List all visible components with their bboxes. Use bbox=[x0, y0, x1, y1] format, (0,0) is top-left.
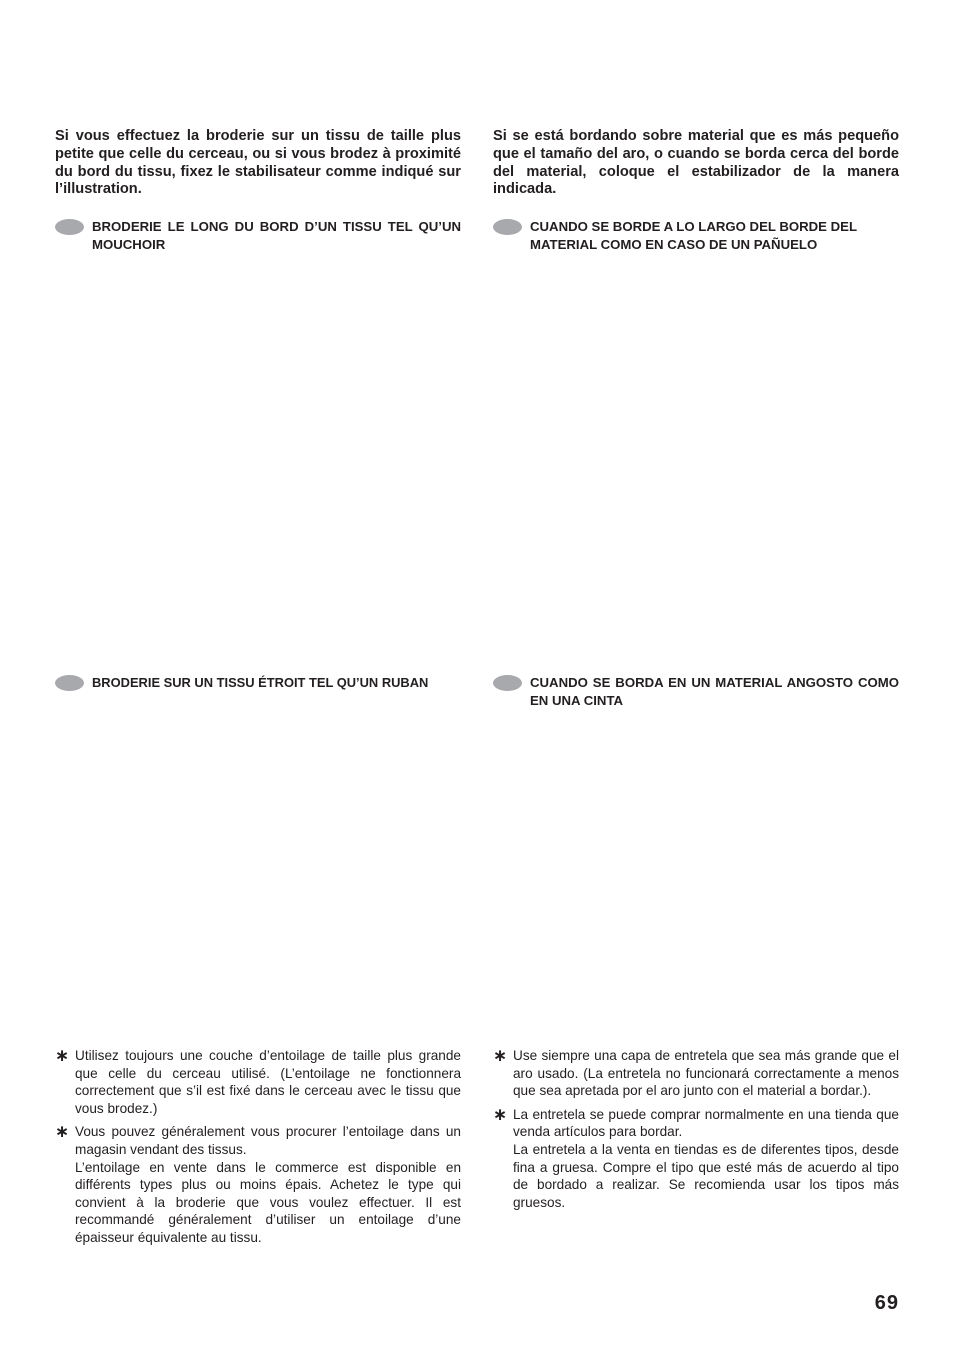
note-text: Utilisez toujours une couche d’entoilage de taille plus grande que celle du cerceau utilisé. (L’entoilage ne fonctionnera correctement que s’il est fixé dans le cerceau avec le tissu que vous brodez.) bbox=[75, 1048, 461, 1116]
section-bullet-icon bbox=[55, 219, 84, 235]
section-heading-handkerchief-fr bbox=[55, 218, 461, 253]
notes-spanish bbox=[493, 1047, 899, 1217]
section-heading-ribbon-fr bbox=[55, 674, 461, 692]
note-text: Vous pouvez généralement vous procurer l’entoilage dans un magasin vendant des tissus. bbox=[75, 1124, 461, 1157]
section-heading-text: CUANDO SE BORDA EN UN MATERIAL ANGOSTO COMO EN UNA CINTA bbox=[530, 675, 899, 708]
note-text: La entretela a la venta en tiendas es de diferentes tipos, desde fina a gruesa. Compre el tipo que esté más de acuerdo al tipo de bordado a realizar. Se recomienda usar los tipos más gruesos. bbox=[513, 1141, 899, 1210]
note-text: L’entoilage en vente dans le commerce est disponible en différents types plus ou moins épais. Achetez le type qui convient à la broderie que vous voulez effectuer. Il est recommandé généralement d’utiliser un entoilage d’une épaisseur équivalente au tissu. bbox=[75, 1159, 461, 1245]
section-heading-text: CUANDO SE BORDE A LO LARGO DEL BORDE DEL MATERIAL COMO EN CASO DE UN PAÑUELO bbox=[530, 219, 857, 252]
section-bullet-icon bbox=[493, 675, 522, 691]
section-bullet-icon bbox=[493, 219, 522, 235]
note-item bbox=[55, 1123, 461, 1246]
section-heading-handkerchief-es bbox=[493, 218, 899, 253]
notes-french bbox=[55, 1047, 461, 1253]
asterisk-icon: ∗ bbox=[55, 1046, 70, 1065]
section-heading-ribbon-es bbox=[493, 674, 899, 709]
note-item bbox=[493, 1106, 899, 1212]
note-text: Use siempre una capa de entretela que sea más grande que el aro usado. (La entretela no funcionará correctamente a menos que sea apretada por el aro junto con el material a bordar.). bbox=[513, 1048, 899, 1099]
asterisk-icon: ∗ bbox=[493, 1104, 508, 1124]
section-heading-text: BRODERIE LE LONG DU BORD D’UN TISSU TEL QU’UN MOUCHOIR bbox=[92, 219, 461, 252]
intro-french: Si vous effectuez la broderie sur un tissu de taille plus petite que celle du cerceau, ou si vous brodez à proximité du bord du tissu, fixez le stabilisateur comme indiqué sur l’illustration. bbox=[55, 128, 461, 198]
asterisk-icon: ∗ bbox=[493, 1046, 508, 1065]
section-bullet-icon bbox=[55, 675, 84, 691]
page-number: 69 bbox=[874, 1292, 899, 1314]
asterisk-icon: ∗ bbox=[55, 1122, 70, 1142]
intro-spanish: Si se está bordando sobre material que es más pequeño que el tamaño del aro, o cuando se borda cerca del borde del material, coloque el estabilizador de la manera indicada. bbox=[493, 128, 899, 198]
note-item bbox=[493, 1047, 899, 1100]
note-text: La entretela se puede comprar normalmente en una tienda que venda artículos para bordar. bbox=[513, 1106, 899, 1140]
note-item bbox=[55, 1047, 461, 1117]
section-heading-text: BRODERIE SUR UN TISSU ÉTROIT TEL QU’UN RUBAN bbox=[92, 675, 429, 690]
